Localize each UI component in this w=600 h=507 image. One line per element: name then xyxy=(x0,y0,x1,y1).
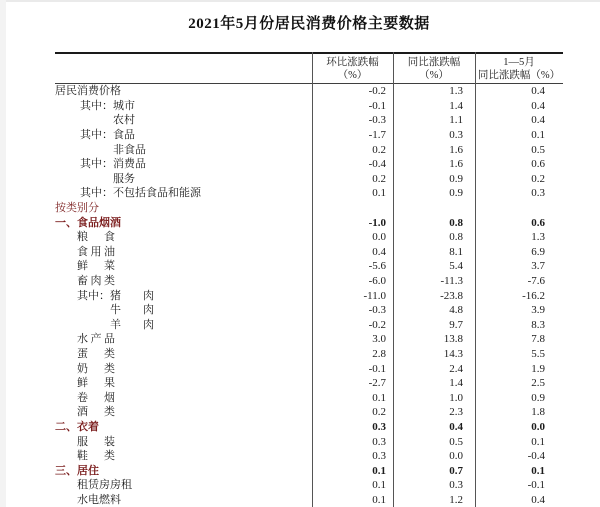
value-cell: 3.7 xyxy=(531,260,545,273)
value-cell: -23.8 xyxy=(440,289,463,302)
row-label-text: 猪肉 xyxy=(110,289,154,302)
value-cell: -5.6 xyxy=(368,260,386,273)
row-label xyxy=(55,390,312,405)
value-cell: 0.5 xyxy=(531,143,545,156)
row-label xyxy=(55,230,312,245)
row-label-text: 卷烟 xyxy=(77,391,115,404)
row-label-text: 鲜果 xyxy=(77,377,115,390)
value-cell: 0.0 xyxy=(531,420,545,433)
row-label-text: 酒类 xyxy=(77,406,115,419)
row-label-text: 服装 xyxy=(77,435,115,448)
table-row xyxy=(55,478,563,493)
value-cell: 0.8 xyxy=(449,231,463,244)
value-cell: 7.8 xyxy=(531,333,545,346)
row-label xyxy=(55,157,312,172)
value-cell: 1.0 xyxy=(449,391,463,404)
column-header-text: （%） xyxy=(419,69,449,81)
value-cell: 0.3 xyxy=(449,129,463,142)
table-row xyxy=(55,172,563,187)
row-label xyxy=(55,449,312,464)
table-row xyxy=(55,288,563,303)
row-label-prefix: 其中： xyxy=(80,187,113,200)
table-row xyxy=(55,376,563,391)
row-label xyxy=(55,376,312,391)
value-cell: 14.3 xyxy=(443,347,463,360)
value-cell: 13.8 xyxy=(443,333,463,346)
value-cell: 9.7 xyxy=(449,318,463,331)
value-cell: 1.6 xyxy=(449,143,463,156)
value-cell: 3.0 xyxy=(372,333,386,346)
value-cell: -1.0 xyxy=(368,216,386,229)
value-cell: 0.8 xyxy=(449,216,463,229)
value-cell: -0.3 xyxy=(368,114,386,127)
left-edge-divider xyxy=(0,0,6,507)
value-cell: 0.3 xyxy=(531,187,545,200)
value-cell: 2.8 xyxy=(372,347,386,360)
value-cell: 2.4 xyxy=(449,362,463,375)
value-cell: 0.4 xyxy=(531,85,545,98)
value-cell: 8.3 xyxy=(531,318,545,331)
table-row xyxy=(55,347,563,362)
row-label xyxy=(55,318,312,333)
row-label-text: 食品 xyxy=(113,129,135,142)
row-label-text: 消费品 xyxy=(113,158,146,171)
value-cell: 2.5 xyxy=(531,377,545,390)
column-header-text: 环比涨跌幅 xyxy=(326,56,379,68)
value-cell: -0.3 xyxy=(368,304,386,317)
row-label xyxy=(55,420,312,435)
row-label-text: 不包括食品和能源 xyxy=(113,187,201,200)
value-cell: 0.4 xyxy=(531,99,545,112)
row-label xyxy=(55,113,312,128)
column-header-text: （%） xyxy=(337,69,368,81)
table-header-row xyxy=(55,52,563,84)
value-cell: -1.7 xyxy=(368,129,386,142)
value-cell: -7.6 xyxy=(527,275,545,288)
column-header-mom xyxy=(312,54,393,83)
value-cell: 1.9 xyxy=(531,362,545,375)
row-label-prefix: 其中： xyxy=(80,158,113,171)
value-cell: 0.0 xyxy=(449,450,463,463)
value-cell: 0.1 xyxy=(372,493,386,506)
table-row xyxy=(55,463,563,478)
value-cell: 1.2 xyxy=(449,493,463,506)
value-cell: 0.1 xyxy=(531,129,545,142)
row-label xyxy=(55,172,312,187)
row-label xyxy=(55,84,312,99)
value-cell: 0.3 xyxy=(449,479,463,492)
table-row xyxy=(55,259,563,274)
value-cell: -2.7 xyxy=(368,377,386,390)
table-row xyxy=(55,84,563,99)
row-label-text: 三、居住 xyxy=(55,464,99,477)
row-label-text: 鞋类 xyxy=(77,450,115,463)
row-label-text: 城市 xyxy=(113,99,135,112)
table-body xyxy=(55,84,563,507)
value-cell: 0.3 xyxy=(372,435,386,448)
column-divider xyxy=(312,52,313,507)
table-row xyxy=(55,420,563,435)
row-label xyxy=(55,274,312,289)
page-title: 2021年5月份居民消费价格主要数据 xyxy=(188,16,430,32)
column-header-text: 1—5月 xyxy=(503,56,535,68)
row-label-text: 粮食 xyxy=(77,231,115,244)
table-row xyxy=(55,113,563,128)
value-cell: 0.2 xyxy=(531,172,545,185)
row-label-text: 二、衣着 xyxy=(55,420,99,433)
value-cell: 0.1 xyxy=(531,464,545,477)
row-label xyxy=(55,99,312,114)
value-cell: 0.6 xyxy=(531,216,545,229)
row-label xyxy=(55,128,312,143)
table-row xyxy=(55,230,563,245)
value-cell: 0.5 xyxy=(449,435,463,448)
row-label xyxy=(55,478,312,493)
value-cell: 1.1 xyxy=(449,114,463,127)
value-cell: 0.2 xyxy=(372,406,386,419)
value-cell: 8.1 xyxy=(449,245,463,258)
row-label-text: 鲜菜 xyxy=(77,260,115,273)
row-label xyxy=(55,201,312,216)
row-label xyxy=(55,142,312,157)
value-cell: 0.3 xyxy=(372,420,386,433)
value-cell: 5.5 xyxy=(531,347,545,360)
table-row xyxy=(55,245,563,260)
value-cell: 0.2 xyxy=(372,172,386,185)
value-cell: 0.4 xyxy=(449,420,463,433)
row-label xyxy=(55,347,312,362)
value-cell: -16.2 xyxy=(522,289,545,302)
value-cell: -0.2 xyxy=(368,318,386,331)
value-cell: 1.8 xyxy=(531,406,545,419)
row-label xyxy=(55,288,312,303)
row-label xyxy=(55,434,312,449)
row-label xyxy=(55,259,312,274)
value-cell: 0.0 xyxy=(372,231,386,244)
top-edge-divider xyxy=(0,0,600,2)
value-cell: -0.4 xyxy=(527,450,545,463)
value-cell: 1.3 xyxy=(531,231,545,244)
column-divider xyxy=(475,52,476,507)
table-row xyxy=(55,449,563,464)
value-cell: -0.4 xyxy=(368,158,386,171)
row-label-text: 奶类 xyxy=(77,362,115,375)
row-label-text: 按类别分 xyxy=(55,202,99,215)
column-header-text: 同比涨跌幅 xyxy=(407,56,461,68)
row-label-text: 水产品 xyxy=(77,333,115,346)
table-row xyxy=(55,390,563,405)
column-header-text: 同比涨跌幅（%） xyxy=(477,69,561,81)
row-label-prefix: 其中： xyxy=(80,129,113,142)
value-cell: 0.2 xyxy=(372,143,386,156)
value-cell: 0.1 xyxy=(531,435,545,448)
table-row xyxy=(55,128,563,143)
row-label-text: 水电燃料 xyxy=(77,493,121,506)
value-cell: 0.1 xyxy=(372,391,386,404)
value-cell: 0.3 xyxy=(372,450,386,463)
value-cell xyxy=(393,201,475,216)
table-row xyxy=(55,274,563,289)
value-cell xyxy=(475,201,563,216)
table-row xyxy=(55,142,563,157)
value-cell xyxy=(312,201,393,216)
value-cell: 0.1 xyxy=(372,187,386,200)
table-row xyxy=(55,361,563,376)
row-label-text: 租赁房房租 xyxy=(77,479,132,492)
value-cell: 0.9 xyxy=(449,172,463,185)
row-label xyxy=(55,186,312,201)
column-header-yoy xyxy=(393,54,475,83)
value-cell: 6.9 xyxy=(531,245,545,258)
row-label-prefix: 其中： xyxy=(77,289,110,302)
row-label xyxy=(55,303,312,318)
table-row xyxy=(55,157,563,172)
value-cell: 0.4 xyxy=(372,245,386,258)
table-row xyxy=(55,201,563,216)
table-row xyxy=(55,303,563,318)
row-label-text: 羊肉 xyxy=(110,318,154,331)
value-cell: -0.2 xyxy=(368,85,386,98)
value-cell: 1.4 xyxy=(449,377,463,390)
row-label-header xyxy=(55,54,312,83)
value-cell: 0.7 xyxy=(449,464,463,477)
value-cell: 0.6 xyxy=(531,158,545,171)
value-cell: 0.4 xyxy=(531,114,545,127)
row-label-text: 食用油 xyxy=(77,245,115,258)
table-row xyxy=(55,99,563,114)
value-cell: 0.9 xyxy=(531,391,545,404)
row-label xyxy=(55,463,312,478)
row-label-prefix: 其中： xyxy=(80,99,113,112)
value-cell: -0.1 xyxy=(368,99,386,112)
row-label-text: 一、食品烟酒 xyxy=(55,216,121,229)
table-row xyxy=(55,318,563,333)
value-cell: 4.8 xyxy=(449,304,463,317)
row-label xyxy=(55,405,312,420)
value-cell: 5.4 xyxy=(449,260,463,273)
value-cell: -0.1 xyxy=(368,362,386,375)
value-cell: 0.4 xyxy=(531,493,545,506)
row-label-text: 居民消费价格 xyxy=(55,85,121,98)
table-row xyxy=(55,332,563,347)
row-label xyxy=(55,332,312,347)
value-cell: -0.1 xyxy=(527,479,545,492)
row-label-text: 牛肉 xyxy=(110,304,154,317)
row-label xyxy=(55,361,312,376)
value-cell: 0.1 xyxy=(372,464,386,477)
value-cell: 2.3 xyxy=(449,406,463,419)
row-label-text: 农村 xyxy=(113,114,135,127)
column-header-ytd xyxy=(475,54,563,83)
row-label xyxy=(55,493,312,507)
value-cell: -11.3 xyxy=(440,275,463,288)
cpi-table xyxy=(55,52,563,507)
table-row xyxy=(55,405,563,420)
value-cell: 0.9 xyxy=(449,187,463,200)
table-row xyxy=(55,186,563,201)
value-cell: 1.3 xyxy=(449,85,463,98)
row-label-text: 蛋类 xyxy=(77,347,115,360)
row-label-text: 非食品 xyxy=(113,143,146,156)
table-row xyxy=(55,493,563,507)
row-label xyxy=(55,215,312,230)
value-cell: -6.0 xyxy=(368,275,386,288)
value-cell: 3.9 xyxy=(531,304,545,317)
table-row xyxy=(55,215,563,230)
value-cell: 0.1 xyxy=(372,479,386,492)
row-label-text: 服务 xyxy=(113,172,135,185)
row-label-text: 畜肉类 xyxy=(77,275,115,288)
value-cell: 1.4 xyxy=(449,99,463,112)
table-row xyxy=(55,434,563,449)
value-cell: 1.6 xyxy=(449,158,463,171)
column-divider xyxy=(393,52,394,507)
value-cell: -11.0 xyxy=(363,289,386,302)
row-label xyxy=(55,245,312,260)
